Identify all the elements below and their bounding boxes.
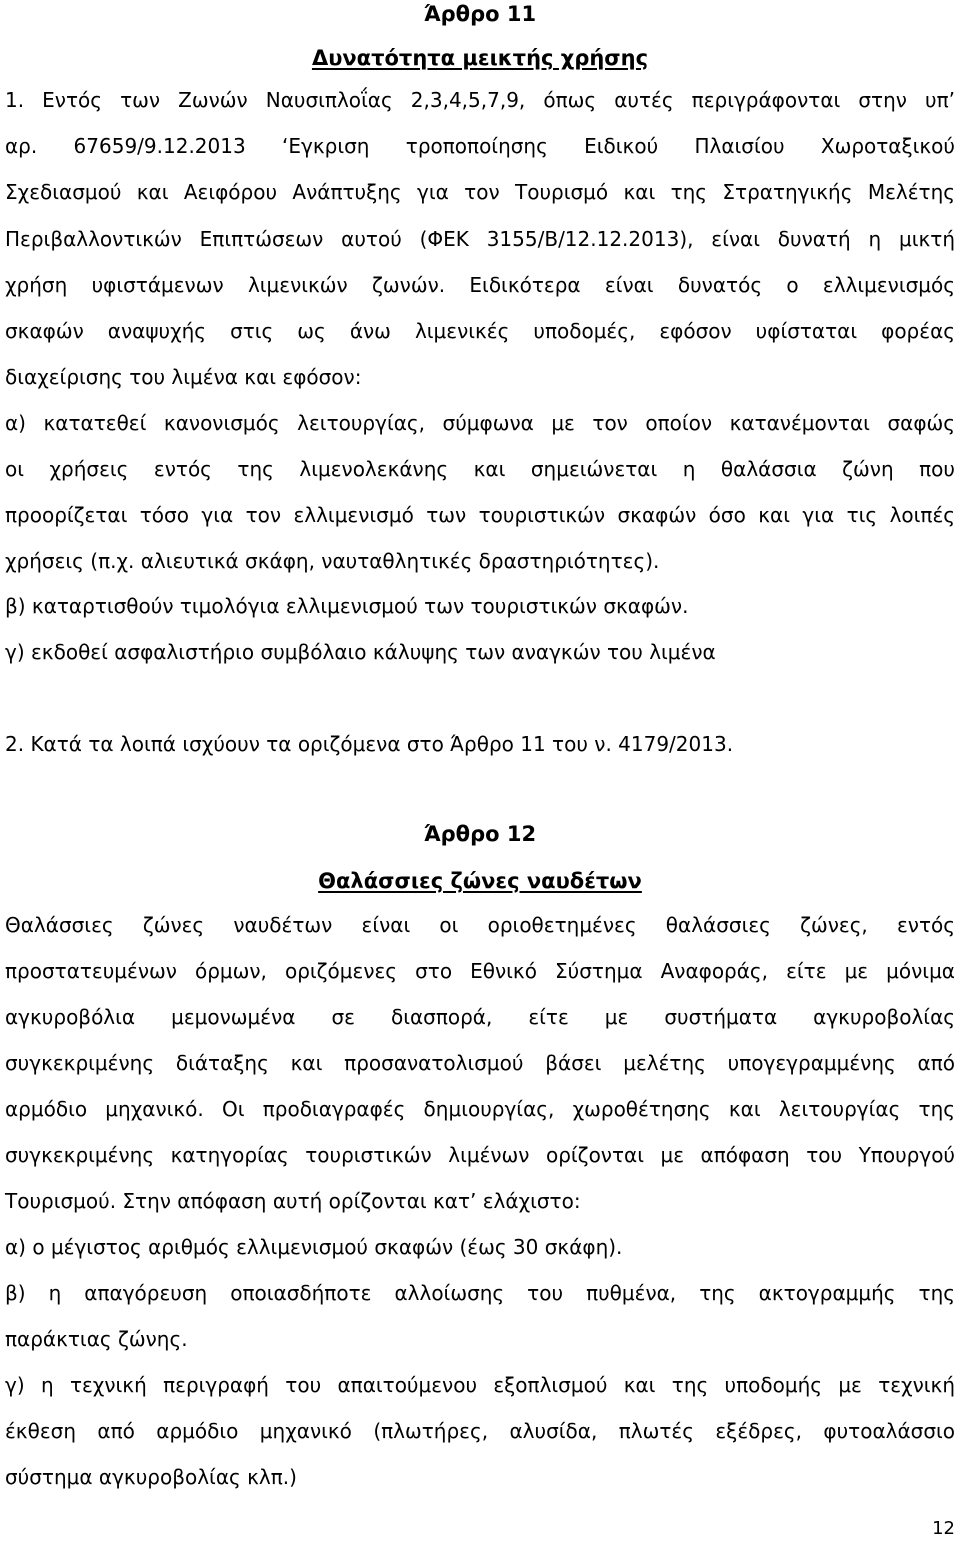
paragraph-line: χρήση υφιστάμενων λιμενικών ζωνών. Ειδικότερα είναι δυνατός ο ελλιμενισμός (5, 273, 955, 297)
paragraph-line: σκαφών αναψυχής στις ως άνω λιμενικές υποδομές, εφόσον υφίσταται φορέας (5, 319, 955, 343)
paragraph-line: προορίζεται τόσο για τον ελλιμενισμό των τουριστικών σκαφών όσο και για τις λοιπές (5, 503, 955, 527)
page-number: 12 (932, 1518, 955, 1539)
paragraph-line: συγκεκριμένης διάταξης και προσανατολισμού βάσει μελέτης υπογεγραμμένης από (5, 1051, 955, 1075)
paragraph-line: Σχεδιασμού και Αειφόρου Ανάπτυξης για τον Τουρισμό και της Στρατηγικής Μελέτης (5, 180, 955, 204)
article-11-number: Άρθρο 11 (423, 2, 537, 26)
paragraph-line: 1. Εντός των Ζωνών Ναυσιπλοΐας 2,3,4,5,7,9, όπως αυτές περιγράφονται στην υπ’ (5, 88, 955, 112)
article-11-title: Δυνατότητα μεικτής χρήσης (311, 46, 649, 70)
list-item-c: γ) η τεχνική περιγραφή του απαιτούμενου εξοπλισμού και της υποδομής με τεχνική (5, 1373, 955, 1397)
list-item-a: α) κατατεθεί κανονισμός λειτουργίας, σύμφωνα με τον οποίον κατανέμονται σαφώς (5, 411, 955, 435)
paragraph-line: αρ. 67659/9.12.2013 ‘Εγκριση τροποποίησης Ειδικού Πλαισίου Χωροταξικού (5, 134, 955, 158)
list-item-b: β) καταρτισθούν τιμολόγια ελλιμενισμού των τουριστικών σκαφών. (5, 594, 689, 618)
paragraph-2: 2. Κατά τα λοιπά ισχύουν τα οριζόμενα στο Άρθρο 11 του ν. 4179/2013. (5, 732, 734, 756)
paragraph-line: αγκυροβόλια μεμονωμένα σε διασπορά, είτε με συστήματα αγκυροβολίας (5, 1005, 955, 1029)
paragraph-line: έκθεση από αρμόδιο μηχανικό (πλωτήρες, αλυσίδα, πλωτές εξέδρες, φυτοαλάσσιο (5, 1419, 955, 1443)
paragraph-line: Θαλάσσιες ζώνες ναυδέτων είναι οι οριοθετημένες θαλάσσιες ζώνες, εντός (5, 913, 955, 937)
paragraph-line: παράκτιας ζώνης. (5, 1327, 188, 1351)
paragraph-line: Περιβαλλοντικών Επιπτώσεων αυτού (ΦΕΚ 3155/Β/12.12.2013), είναι δυνατή η μικτή (5, 227, 955, 251)
paragraph-line: οι χρήσεις εντός της λιμενολεκάνης και σημειώνεται η θαλάσσια ζώνη που (5, 457, 955, 481)
article-12-title: Θαλάσσιες ζώνες ναυδέτων (318, 869, 642, 893)
paragraph-line: συγκεκριμένης κατηγορίας τουριστικών λιμένων ορίζονται με απόφαση του Υπουργού (5, 1143, 955, 1167)
article-12-number: Άρθρο 12 (423, 822, 537, 846)
paragraph-line: προστατευμένων όρμων, οριζόμενες στο Εθνικό Σύστημα Αναφοράς, είτε με μόνιμα (5, 959, 955, 983)
paragraph-line: αρμόδιο μηχανικό. Οι προδιαγραφές δημιουργίας, χωροθέτησης και λειτουργίας της (5, 1097, 955, 1121)
paragraph-line: Τουρισμού. Στην απόφαση αυτή ορίζονται κατ’ ελάχιστο: (5, 1189, 581, 1213)
paragraph-line: χρήσεις (π.χ. αλιευτικά σκάφη, ναυταθλητικές δραστηριότητες). (5, 549, 660, 573)
paragraph-line: διαχείρισης του λιμένα και εφόσον: (5, 365, 362, 389)
list-item-c: γ) εκδοθεί ασφαλιστήριο συμβόλαιο κάλυψης των αναγκών του λιμένα (5, 640, 716, 664)
list-item-a: α) ο μέγιστος αριθμός ελλιμενισμού σκαφών (έως 30 σκάφη). (5, 1235, 623, 1259)
list-item-b: β) η απαγόρευση οποιασδήποτε αλλοίωσης του πυθμένα, της ακτογραμμής της (5, 1281, 955, 1305)
paragraph-line: σύστημα αγκυροβολίας κλπ.) (5, 1465, 297, 1489)
